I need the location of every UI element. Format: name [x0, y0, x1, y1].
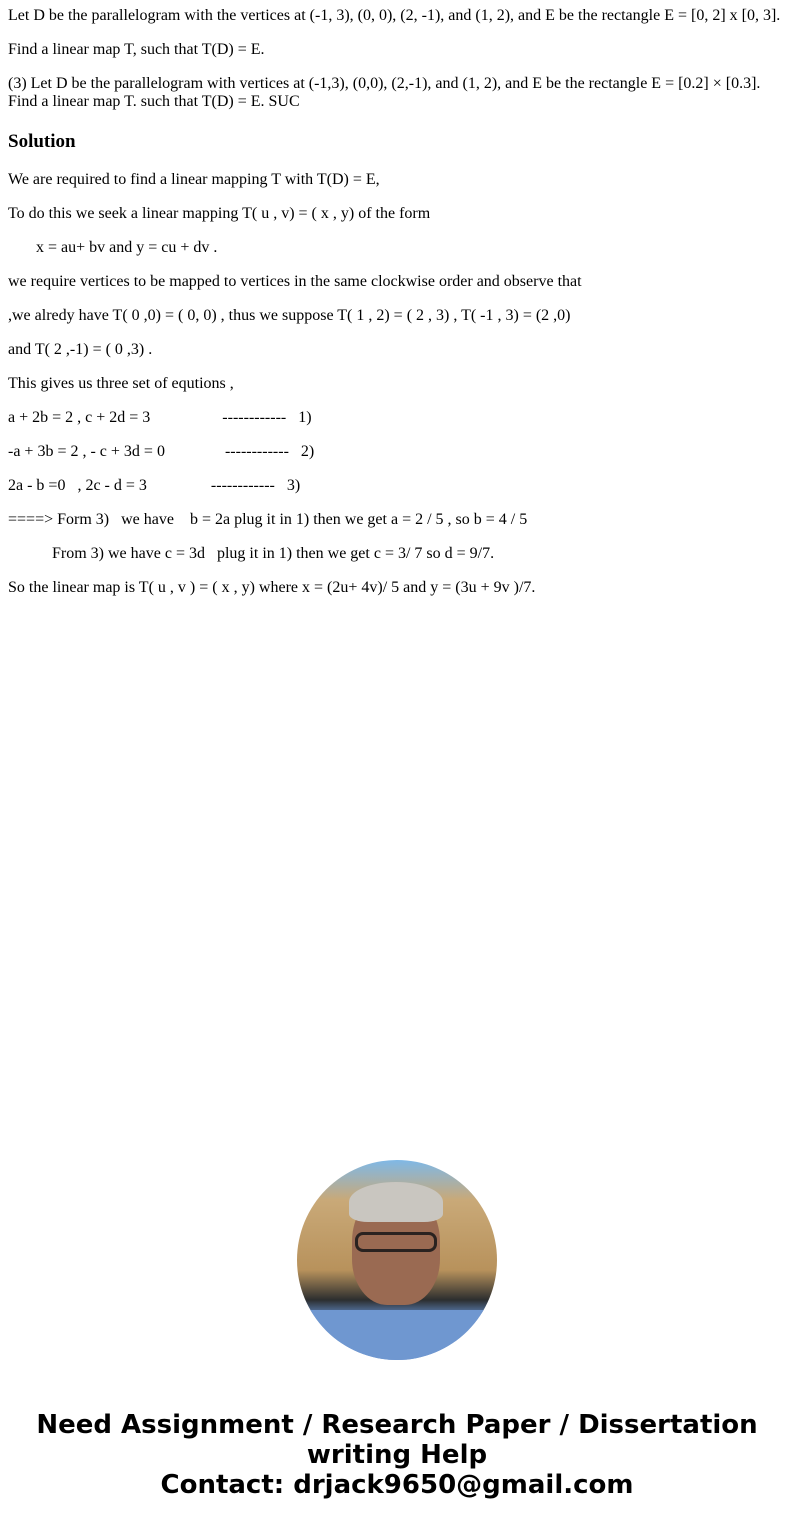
- avatar-glasses: [355, 1232, 437, 1252]
- equation-2: -a + 3b = 2 , - c + 3d = 0 ------------ 2): [8, 443, 315, 460]
- question-restated: [8, 75, 786, 111]
- solution-conclusion: So the linear map is T( u , v ) = ( x , y) where x = (2u+ 4v)/ 5 and y = (3u + 9v )/7.: [8, 579, 536, 596]
- question-text: Let D be the parallelogram with the vertices at (-1, 3), (0, 0), (2, -1), and (1, 2), and E be the rectangle E = [0, 2] x [0, 3].: [8, 7, 781, 24]
- equation-3: 2a - b =0 , 2c - d = 3 ------------ 3): [8, 477, 301, 494]
- author-avatar: [297, 1160, 497, 1360]
- question-restated-line1: (3) Let D be the parallelogram with vertices at (-1,3), (0,0), (2,-1), and (1, 2), and E be the rectangle E = [0.2] × [0.3].: [8, 75, 761, 92]
- solution-line: ====> Form 3) we have b = 2a plug it in 1) then we get a = 2 / 5 , so b = 4 / 5: [8, 511, 528, 528]
- avatar-shirt: [297, 1310, 497, 1360]
- solution-line: This gives us three set of equtions ,: [8, 375, 234, 392]
- solution-heading: Solution: [8, 131, 76, 152]
- banner-contact: Contact: drjack9650@gmail.com: [160, 1470, 634, 1500]
- equation-1: a + 2b = 2 , c + 2d = 3 ------------ 1): [8, 409, 312, 426]
- solution-line: We are required to find a linear mapping T with T(D) = E,: [8, 171, 380, 188]
- banner-line2: writing Help: [306, 1440, 488, 1470]
- banner-line1: Need Assignment / Research Paper / Dissertation: [36, 1410, 758, 1440]
- solution-line: ,we alredy have T( 0 ,0) = ( 0, 0) , thus we suppose T( 1 , 2) = ( 2 , 3) , T( -1 , 3) = (2 ,0): [8, 307, 571, 324]
- solution-line: To do this we seek a linear mapping T( u , v) = ( x , y) of the form: [8, 205, 431, 222]
- solution-line: From 3) we have c = 3d plug it in 1) then we get c = 3/ 7 so d = 9/7.: [8, 545, 495, 562]
- contact-banner: [0, 1410, 794, 1500]
- avatar-hair: [349, 1182, 443, 1222]
- document-body: [0, 7, 794, 597]
- solution-line: we require vertices to be mapped to vertices in the same clockwise order and observe that: [8, 273, 582, 290]
- solution-line: x = au+ bv and y = cu + dv .: [8, 239, 218, 256]
- solution-line: and T( 2 ,-1) = ( 0 ,3) .: [8, 341, 153, 358]
- question-prompt: Find a linear map T, such that T(D) = E.: [8, 41, 265, 58]
- question-restated-line2: Find a linear map T. such that T(D) = E. SUC: [8, 93, 300, 110]
